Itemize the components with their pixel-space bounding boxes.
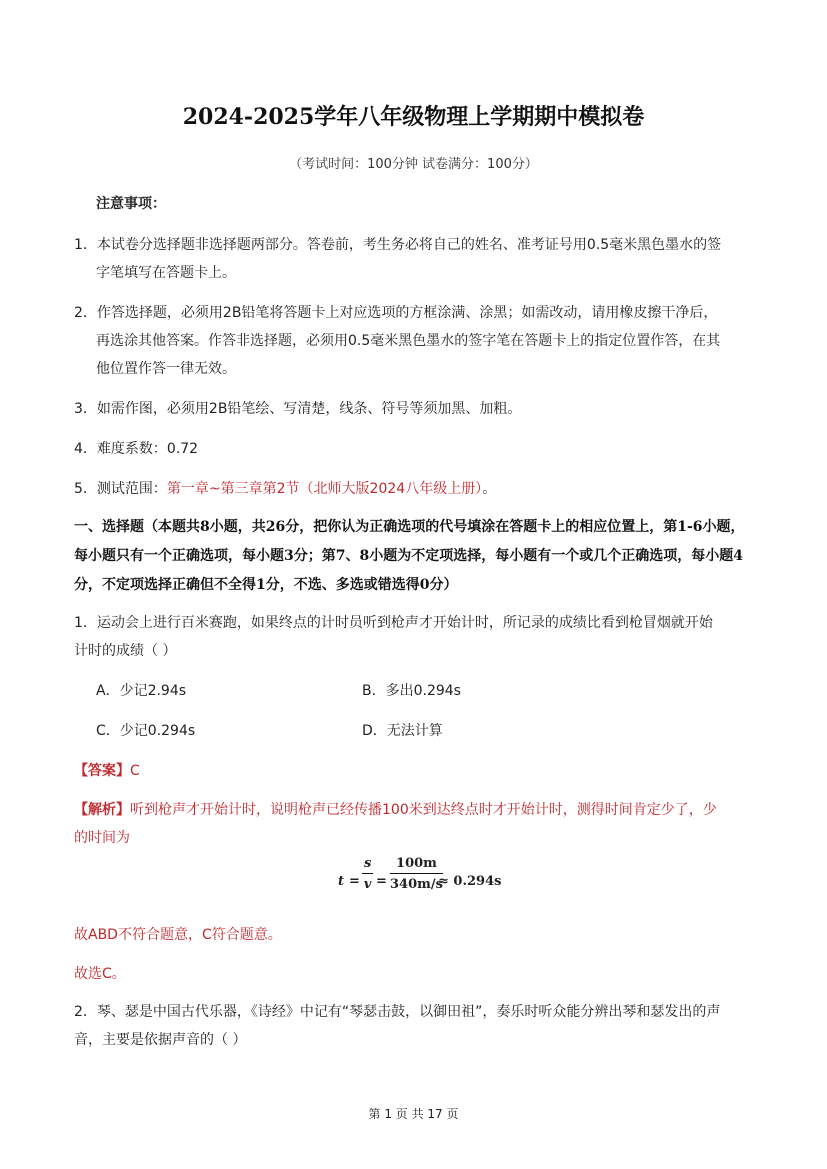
q1-option-a: A．少记2.94s	[96, 683, 187, 699]
q1-stem-line-2: 计时的成绩（ ）	[74, 643, 177, 659]
q1-option-d: D．无法计算	[362, 723, 443, 739]
formula-result: ≈ 0.294s	[438, 874, 502, 889]
test-scope: 第一章~第三章第2节（北师大版2024八年级上册）	[166, 481, 483, 497]
section-heading-line-3: 分，不定项选择正确但不全得1分，不选、多选或错选得0分）	[74, 577, 458, 593]
section-heading-line-1: 一、选择题（本题共8小题，共26分，把你认为正确选项的代号填涂在答题卡上的相应位置上，第1-6小题，	[74, 519, 745, 535]
formula-equals-1: =	[349, 874, 360, 889]
notice-item-3: 3．如需作图，必须用2B铅笔绘、写清楚，线条、符号等须加黑、加粗。	[74, 401, 522, 417]
notice-item-1-line-1: 1．本试卷分选择题非选择题两部分。答卷前，考生务必将自己的姓名、准考证号用0.5毫米黑色墨水的签	[74, 237, 722, 253]
formula-fraction-values: $\frac{100m}{340m/s}$	[390, 856, 443, 892]
q1-stem-line-1: 1．运动会上进行百米赛跑，如果终点的计时员听到枪声才开始计时，所记录的成绩比看到枪冒烟就开始	[74, 615, 713, 631]
notice-item-2-line-2: 再选涂其他答案。作答非选择题，必须用0.5毫米黑色墨水的签字笔在答题卡上的指定位置作答，在其	[96, 333, 721, 349]
notice-item-1-line-2: 字笔填写在答题卡上。	[96, 265, 236, 281]
q2-stem-line-2: 音，主要是依据声音的（ ）	[74, 1032, 247, 1048]
q1-analysis-line-2: 的时间为	[74, 830, 130, 846]
exam-info: （考试时间：100分钟 试卷满分：100分）	[289, 157, 538, 172]
q1-choice: 故选C。	[74, 966, 126, 982]
notice-item-5: 5．测试范围：第一章~第三章第2节（北师大版2024八年级上册）。	[74, 481, 497, 497]
formula-t: t	[338, 874, 345, 889]
notice-item-4: 4．难度系数：0.72	[74, 441, 199, 457]
q1-conclusion: 故ABD不符合题意，C符合题意。	[74, 927, 282, 943]
page-footer: 第 1 页 共 17 页	[368, 1107, 459, 1121]
notice-item-2-line-3: 他位置作答一律无效。	[96, 361, 236, 377]
q2-stem-line-1: 2．琴、瑟是中国古代乐器，《诗经》中记有“琴瑟击鼓，以御田祖”，奏乐时听众能分辨出琴和瑟发出的声	[74, 1004, 721, 1020]
q1-analysis-line-1: 【解析】听到枪声才开始计时，说明枪声已经传播100米到达终点时才开始计时，测得时间肯定少了，少	[74, 802, 717, 818]
page-title: 2024-2025学年八年级物理上学期期中模拟卷	[182, 104, 645, 130]
notice-heading: 注意事项：	[96, 196, 166, 212]
formula-fraction-sv: $\frac{s}{v}$	[363, 856, 372, 892]
q1-option-c: C．少记0.294s	[96, 723, 196, 739]
q1-option-b: B．多出0.294s	[362, 683, 461, 699]
q1-answer: 【答案】C	[74, 763, 140, 779]
section-heading-line-2: 每小题只有一个正确选项，每小题3分；第7、8小题为不定项选择，每小题有一个或几个正确选项，每小题4	[74, 548, 743, 564]
notice-item-2-line-1: 2．作答选择题，必须用2B铅笔将答题卡上对应选项的方框涂满、涂黑；如需改动，请用橡皮擦干净后，	[74, 305, 718, 321]
formula-equals-2: =	[376, 874, 387, 889]
